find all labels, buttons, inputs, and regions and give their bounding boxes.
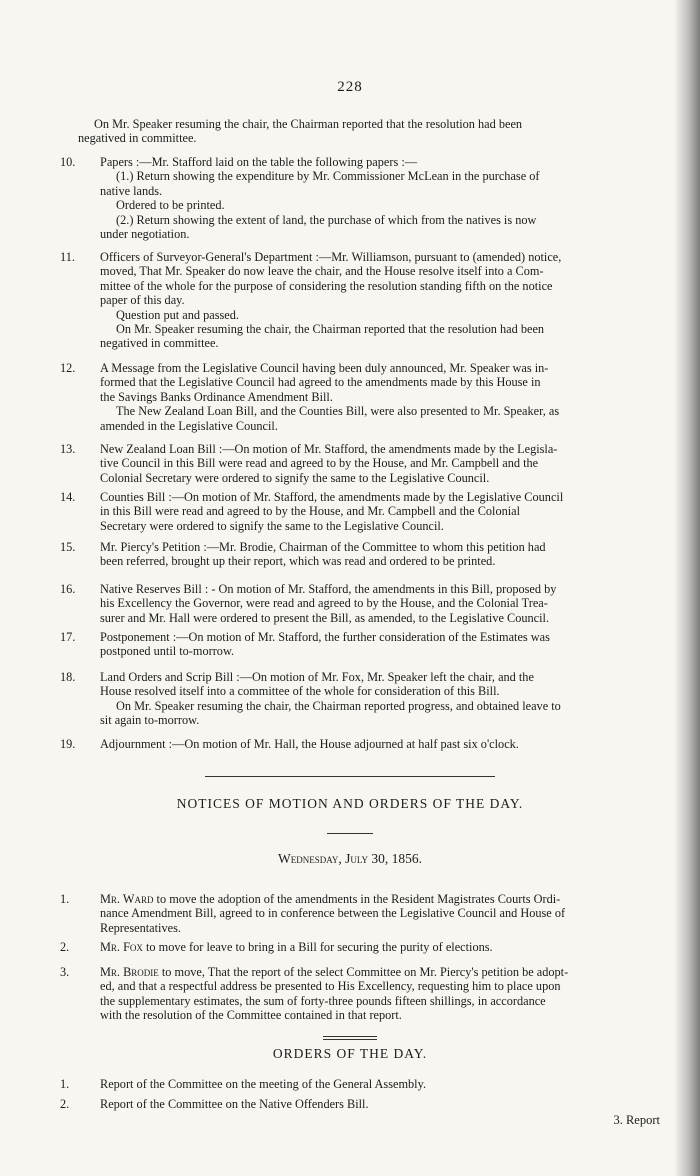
text-line: Land Orders and Scrip Bill :—On motion of Mr. Fox, Mr. Speaker left the chair, and the — [100, 670, 534, 684]
text-line: sit again to-morrow. — [100, 713, 200, 728]
notice-item — [60, 892, 660, 935]
section-divider-rule — [205, 776, 495, 777]
notice-item — [60, 965, 660, 1023]
text-line: Mr. Ward to move the adoption of the amendments in the Resident Magistrates Courts Ordi- — [100, 892, 561, 906]
item-paragraph — [100, 490, 660, 533]
proceeding-item — [60, 361, 660, 433]
short-divider-rule — [327, 833, 373, 834]
proceeding-item — [60, 540, 660, 569]
opening-paragraph — [78, 117, 660, 146]
item-number: 13. — [60, 442, 76, 456]
item-paragraph — [100, 322, 660, 351]
orders-top-rule-2 — [323, 1039, 377, 1040]
catchword: 3. Report — [613, 1113, 660, 1127]
proceeding-item — [60, 582, 660, 625]
item-number: 16. — [60, 582, 76, 596]
proceeding-item — [60, 250, 660, 351]
item-number: 11. — [60, 250, 75, 264]
text-line: The New Zealand Loan Bill, and the Counties Bill, were also presented to Mr. Speaker, as — [116, 404, 560, 419]
opening-line-1: On Mr. Speaker resuming the chair, the Chairman reported that the resolution had been — [94, 117, 523, 131]
text-line: the supplementary estimates, the sum of forty-three pounds fifteen shillings, in accordance — [100, 993, 546, 1008]
text-line: his Excellency the Governor, were read and agreed to by the House, and the Colonial Trea- — [100, 596, 548, 611]
text-line: tive Council in this Bill were read and agreed to by the House, and Mr. Campbell and the — [100, 456, 539, 471]
page-edge-shadow — [674, 0, 700, 1176]
proceeding-item — [60, 737, 660, 751]
text-line: under negotiation. — [100, 227, 190, 242]
text-line: native lands. — [100, 183, 163, 198]
text-line: Counties Bill :—On motion of Mr. Stafford, the amendments made by the Legislative Council — [100, 490, 564, 504]
order-item — [60, 1097, 660, 1111]
text-line: nance Amendment Bill, agreed to in conference between the Legislative Council and House of — [100, 906, 566, 921]
item-paragraph — [100, 213, 660, 242]
text-line: moved, That Mr. Speaker do now leave the chair, and the House resolve itself into a Com- — [100, 264, 544, 279]
text-line: Ordered to be printed. — [116, 198, 225, 213]
item-number: 19. — [60, 737, 76, 751]
proceeding-item — [60, 442, 660, 485]
notices-heading: NOTICES OF MOTION AND ORDERS OF THE DAY. — [176, 796, 524, 811]
notice-number: 3. — [60, 965, 70, 979]
item-paragraph — [100, 250, 660, 308]
text-line: formed that the Legislative Council had agreed to the amendments made by this House in — [100, 375, 541, 390]
text-line: amended in the Legislative Council. — [100, 418, 278, 433]
text-line: Colonial Secretary were ordered to signify the same to the Legislative Council. — [100, 470, 490, 485]
text-line: the Savings Banks Ordinance Amendment Bill. — [100, 389, 333, 404]
item-paragraph — [100, 670, 660, 699]
text-line: On Mr. Speaker resuming the chair, the Chairman reported that the resolution had been — [116, 322, 545, 337]
item-number: 18. — [60, 670, 76, 684]
text-line: paper of this day. — [100, 293, 185, 308]
text-line: surer and Mr. Hall were ordered to present the Bill, as amended, to the Legislative Council. — [100, 610, 550, 625]
proceeding-item — [60, 630, 660, 659]
item-paragraph — [100, 540, 660, 569]
text-line: Question put and passed. — [116, 307, 239, 322]
proceeding-item — [60, 670, 660, 728]
text-line: Secretary were ordered to signify the same to the Legislative Council. — [100, 518, 444, 533]
item-paragraph — [100, 155, 660, 169]
item-number: 17. — [60, 630, 76, 644]
item-paragraph — [100, 361, 660, 404]
text-line: Postponement :—On motion of Mr. Stafford, the further consideration of the Estimates was — [100, 630, 550, 644]
text-line: (1.) Return showing the expenditure by Mr. Commissioner McLean in the purchase of — [116, 169, 540, 184]
orders-top-rule — [323, 1036, 377, 1037]
order-item — [60, 1077, 660, 1091]
notice-number: 2. — [60, 940, 70, 954]
text-line: with the resolution of the Committee contained in that report. — [100, 1008, 402, 1023]
text-line: in this Bill were read and agreed to by the House, and Mr. Campbell and the Colonial — [100, 504, 521, 519]
page-number: 228 — [337, 79, 363, 95]
text-line: New Zealand Loan Bill :—On motion of Mr. Stafford, the amendments made by the Legisla- — [100, 442, 558, 456]
item-paragraph — [116, 198, 660, 212]
text-line: been referred, brought up their report, which was read and ordered to be printed. — [100, 554, 496, 569]
text-line: negatived in committee. — [100, 336, 219, 351]
proceeding-item — [60, 155, 660, 241]
order-text: Report of the Committee on the meeting of the General Assembly. — [100, 1077, 427, 1091]
order-text: Report of the Committee on the Native Offenders Bill. — [100, 1097, 369, 1111]
item-number: 10. — [60, 155, 76, 169]
notice-item — [60, 940, 660, 954]
item-paragraph — [100, 169, 660, 198]
item-paragraph — [100, 630, 660, 659]
text-line: House resolved itself into a committee of the whole for consideration of this Bill. — [100, 684, 500, 699]
item-paragraph — [100, 404, 660, 433]
item-number: 12. — [60, 361, 76, 375]
item-paragraph — [116, 308, 660, 322]
item-number: 14. — [60, 490, 76, 504]
text-line: Mr. Brodie to move, That the report of the select Committee on Mr. Piercy's petition be adopt- — [100, 965, 569, 979]
text-line: Native Reserves Bill : - On motion of Mr. Stafford, the amendments in this Bill, proposed by — [100, 582, 557, 596]
item-paragraph — [100, 442, 660, 485]
item-number: 15. — [60, 540, 76, 554]
item-paragraph — [100, 582, 660, 625]
text-line: Officers of Surveyor-General's Department :—Mr. Williamson, pursuant to (amended) notice, — [100, 250, 562, 264]
text-line: Papers :—Mr. Stafford laid on the table the following papers :— — [100, 155, 418, 169]
text-line: Mr. Piercy's Petition :—Mr. Brodie, Chairman of the Committee to whom this petition had — [100, 540, 546, 554]
text-line: mittee of the whole for the purpose of considering the resolution standing fifth on the notice — [100, 278, 553, 293]
item-paragraph — [100, 699, 660, 728]
item-paragraph — [100, 737, 660, 751]
text-line: postponed until to-morrow. — [100, 644, 235, 659]
proceeding-item — [60, 490, 660, 533]
opening-line-2: negatived in committee. — [78, 131, 197, 146]
date-line: Wednesday, July 30, 1856. — [277, 851, 422, 866]
text-line: Adjournment :—On motion of Mr. Hall, the House adjourned at half past six o'clock. — [100, 737, 519, 751]
order-number: 1. — [60, 1077, 70, 1091]
orders-heading: ORDERS OF THE DAY. — [272, 1046, 428, 1061]
text-line: ed, and that a respectful address be presented to His Excellency, requesting him to place upon — [100, 979, 561, 994]
text-line: Mr. Fox to move for leave to bring in a Bill for securing the purity of elections. — [100, 940, 493, 954]
text-line: (2.) Return showing the extent of land, the purchase of which from the natives is now — [116, 212, 537, 227]
text-line: A Message from the Legislative Council having been duly announced, Mr. Speaker was in- — [100, 361, 549, 375]
notice-number: 1. — [60, 892, 70, 906]
text-line: On Mr. Speaker resuming the chair, the Chairman reported progress, and obtained leave to — [116, 698, 561, 713]
order-number: 2. — [60, 1097, 70, 1111]
text-line: Representatives. — [100, 920, 181, 935]
